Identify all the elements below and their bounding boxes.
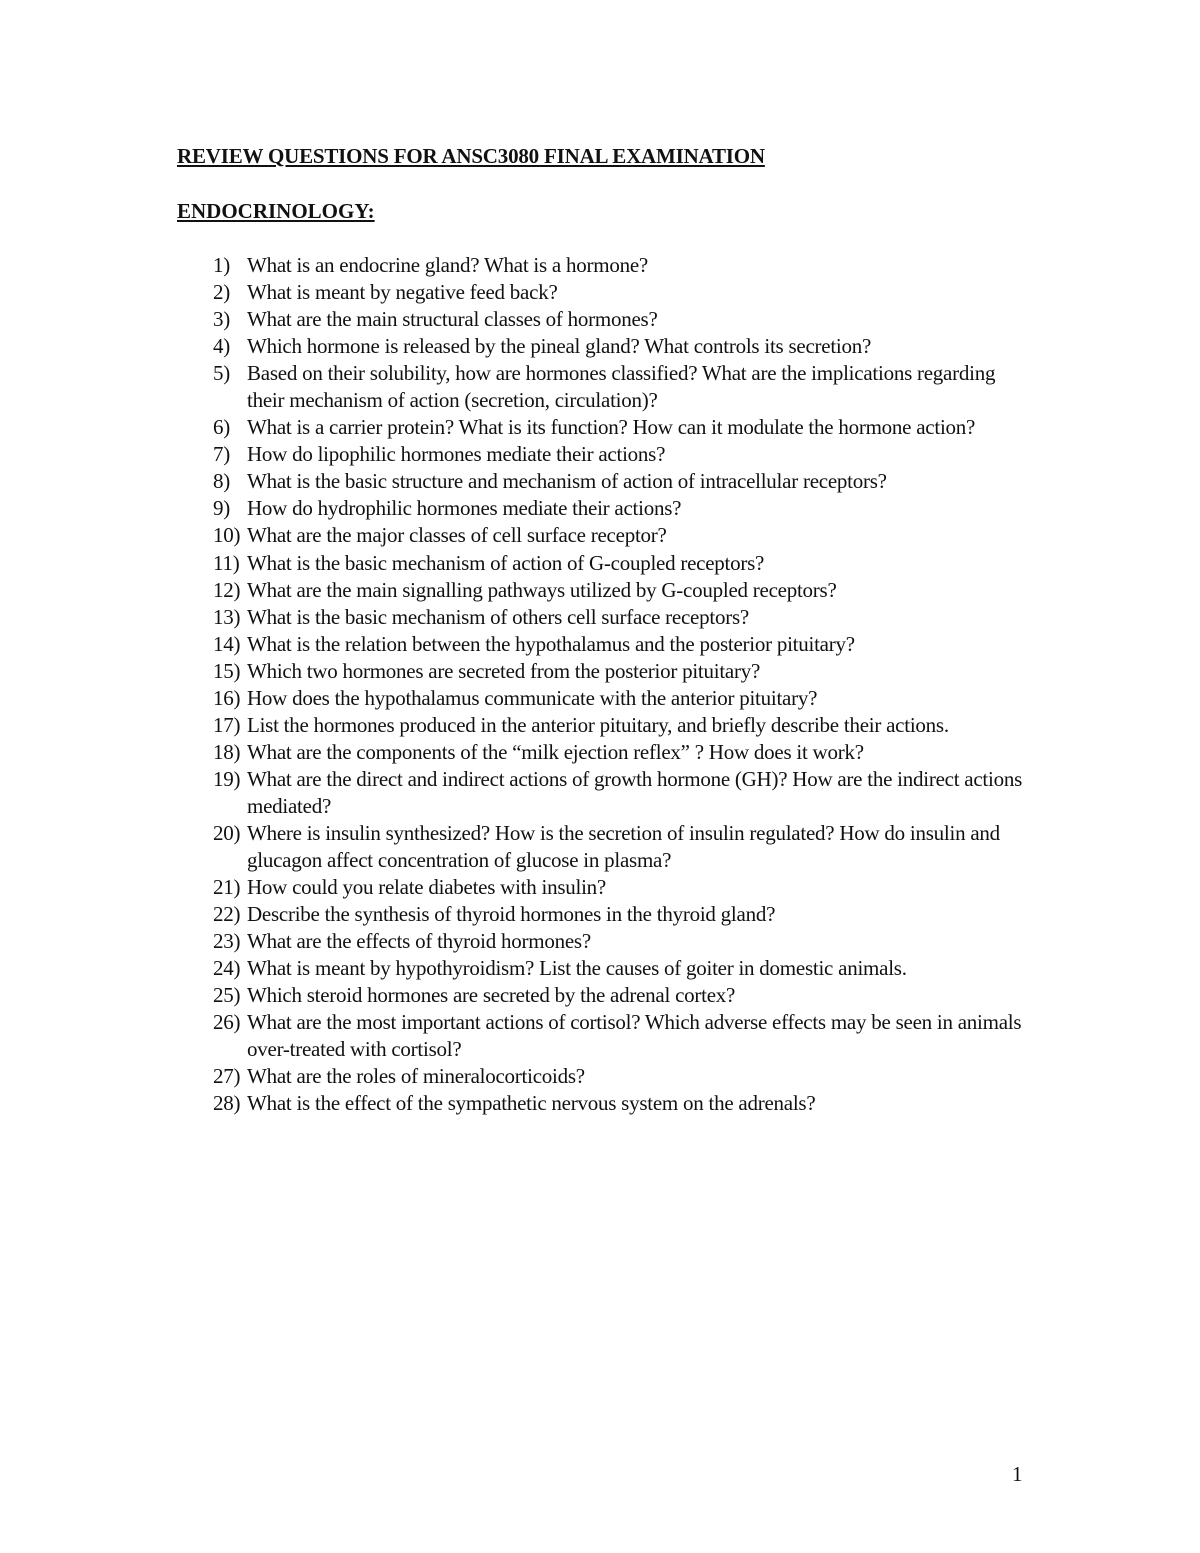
question-number-label: 22) — [213, 902, 241, 927]
question-number-label: 17) — [213, 712, 241, 737]
question-number — [177, 820, 247, 874]
question-text: Where is insulin synthesized? How is the secretion of insulin regulated? How do insulin and glucagon affect concentration of glucose in plasma? — [247, 820, 1000, 873]
question-number — [177, 712, 247, 739]
question-item — [177, 577, 1027, 604]
question-item — [177, 441, 1027, 468]
question-number-label: 27) — [213, 1064, 241, 1089]
question-number — [177, 604, 247, 631]
question-number — [177, 955, 247, 982]
question-number-label: 19) — [213, 766, 241, 791]
question-item — [177, 1090, 1027, 1117]
question-item — [177, 712, 1027, 739]
question-item — [177, 982, 1027, 1009]
question-number-label: 21) — [213, 875, 241, 900]
question-item — [177, 955, 1027, 982]
question-number-label: 2) — [213, 280, 230, 305]
page-number: 1 — [1012, 1462, 1023, 1486]
question-number-label: 4) — [213, 334, 230, 359]
question-number-label: 10) — [213, 523, 241, 548]
question-number — [177, 901, 247, 928]
question-number — [177, 658, 247, 685]
question-number — [177, 928, 247, 955]
question-item — [177, 252, 1027, 279]
question-number-label: 14) — [213, 631, 241, 656]
question-item — [177, 739, 1027, 766]
question-number — [177, 252, 247, 279]
question-text: How do lipophilic hormones mediate their actions? — [247, 442, 666, 467]
question-number — [177, 739, 247, 766]
question-number — [177, 1063, 247, 1090]
question-text: Describe the synthesis of thyroid hormones in the thyroid gland? — [247, 902, 776, 927]
question-text: What is the effect of the sympathetic nervous system on the adrenals? — [247, 1091, 816, 1116]
question-item — [177, 333, 1027, 360]
question-number-label: 6) — [213, 415, 230, 440]
question-item — [177, 874, 1027, 901]
question-item — [177, 495, 1027, 522]
question-text: What is the basic mechanism of others cell surface receptors? — [247, 604, 749, 629]
question-text: Which two hormones are secreted from the posterior pituitary? — [247, 658, 761, 683]
question-number-label: 20) — [213, 820, 241, 845]
question-number — [177, 874, 247, 901]
question-number-label: 13) — [213, 604, 241, 629]
question-number-label: 18) — [213, 739, 241, 764]
question-item — [177, 468, 1027, 495]
question-number-label: 5) — [213, 361, 230, 386]
question-number — [177, 306, 247, 333]
question-text: How does the hypothalamus communicate with the anterior pituitary? — [247, 685, 818, 710]
question-text: How do hydrophilic hormones mediate their actions? — [247, 496, 682, 521]
question-text: Which steroid hormones are secreted by the adrenal cortex? — [247, 983, 736, 1008]
document-title: REVIEW QUESTIONS FOR ANSC3080 FINAL EXAMINATION — [177, 144, 765, 168]
question-text: What are the most important actions of cortisol? Which adverse effects may be seen in animals over-treated with cortisol? — [247, 1010, 1022, 1062]
question-item — [177, 1063, 1027, 1090]
question-item — [177, 604, 1027, 631]
question-number — [177, 766, 247, 820]
question-number-label: 16) — [213, 685, 241, 710]
question-number — [177, 982, 247, 1009]
question-item — [177, 550, 1027, 577]
question-number-label: 12) — [213, 577, 241, 602]
question-number-label: 7) — [213, 442, 230, 467]
question-number-label: 24) — [213, 956, 241, 981]
question-number — [177, 685, 247, 712]
question-text: What is meant by negative feed back? — [247, 280, 558, 305]
question-number — [177, 522, 247, 549]
question-number — [177, 414, 247, 441]
question-text: What are the direct and indirect actions of growth hormone (GH)? How are the indirect actions mediated? — [247, 766, 1023, 818]
question-item — [177, 414, 1027, 441]
question-number-label: 11) — [213, 550, 240, 575]
question-number-label: 1) — [213, 253, 230, 277]
question-text: List the hormones produced in the anterior pituitary, and briefly describe their actions. — [247, 712, 949, 737]
question-text: Based on their solubility, how are hormones classified? What are the implications regarding their mechanism of action (secretion, circulation)? — [247, 361, 996, 413]
question-text: What is the relation between the hypothalamus and the posterior pituitary? — [247, 631, 855, 656]
question-item — [177, 360, 1027, 414]
question-item — [177, 522, 1027, 549]
question-number-label: 26) — [213, 1010, 241, 1035]
question-number — [177, 631, 247, 658]
question-number — [177, 550, 247, 577]
question-number — [177, 279, 247, 306]
question-number — [177, 495, 247, 522]
question-text: Which hormone is released by the pineal gland? What controls its secretion? — [247, 334, 872, 359]
question-number-label: 23) — [213, 929, 241, 954]
question-item — [177, 306, 1027, 333]
question-item — [177, 901, 1027, 928]
question-text: What are the main structural classes of hormones? — [247, 307, 658, 332]
question-text: What is the basic mechanism of action of G-coupled receptors? — [247, 550, 765, 575]
question-number-label: 25) — [213, 983, 241, 1008]
section-heading-endocrinology: ENDOCRINOLOGY: — [177, 199, 375, 223]
question-item — [177, 685, 1027, 712]
question-item — [177, 1009, 1027, 1063]
question-text: What are the roles of mineralocorticoids? — [247, 1064, 585, 1089]
question-number — [177, 1009, 247, 1063]
question-text: How could you relate diabetes with insulin? — [247, 875, 606, 900]
question-list — [177, 252, 1027, 1118]
question-text: What is the basic structure and mechanism of action of intracellular receptors? — [247, 469, 887, 494]
question-number — [177, 1090, 247, 1117]
question-number-label: 15) — [213, 658, 241, 683]
question-item — [177, 658, 1027, 685]
question-number — [177, 441, 247, 468]
question-text: What are the components of the “milk ejection reflex” ? How does it work? — [247, 739, 864, 764]
question-text: What are the effects of thyroid hormones? — [247, 929, 591, 954]
question-text: What is meant by hypothyroidism? List the causes of goiter in domestic animals. — [247, 956, 907, 981]
question-number-label: 8) — [213, 469, 230, 494]
question-item — [177, 279, 1027, 306]
question-number — [177, 468, 247, 495]
question-number-label: 28) — [213, 1091, 241, 1116]
question-text: What is a carrier protein? What is its function? How can it modulate the hormone action? — [247, 415, 976, 440]
question-text: What is an endocrine gland? What is a hormone? — [247, 253, 648, 277]
question-number-label: 9) — [213, 496, 230, 521]
question-number — [177, 333, 247, 360]
question-number — [177, 360, 247, 414]
question-item — [177, 766, 1027, 820]
question-text: What are the major classes of cell surface receptor? — [247, 523, 667, 548]
question-item — [177, 631, 1027, 658]
question-item — [177, 928, 1027, 955]
question-item — [177, 820, 1027, 874]
question-text: What are the main signalling pathways utilized by G-coupled receptors? — [247, 577, 837, 602]
question-number-label: 3) — [213, 307, 230, 332]
question-number — [177, 577, 247, 604]
